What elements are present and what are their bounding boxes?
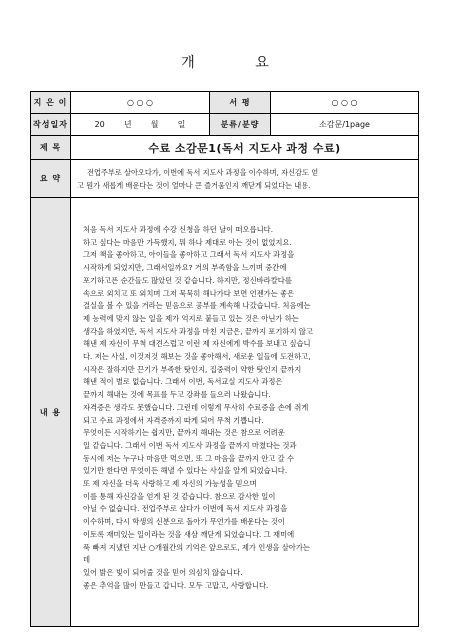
content-line: 해낸 제 자신이 무척 대견스럽고 이런 제 자신에게 박수를 보내고 싶습니 — [83, 339, 311, 349]
reviewer-value: ○ ○ ○ — [331, 98, 358, 107]
content-line: 생각을 하였지만, 독서 지도사 과정을 마친 지금은, 끝까지 포기하지 않고 — [83, 326, 313, 336]
content-line: 좋은 추억을 많이 만들고 갑니다. 모두 고맙고, 사랑합니다. — [83, 580, 269, 590]
content-line: 있어 밝은 빛이 되어줄 것을 믿어 의심치 않습니다. — [83, 567, 243, 577]
summary-label: 요 약 — [31, 160, 71, 197]
author-label: 지 은 이 — [31, 92, 71, 113]
date-value — [71, 114, 210, 135]
content-line: 동시에 저는 누구나 마음만 먹으면, 또 그 마음을 끝까지 안고 갈 수 — [83, 453, 295, 463]
content-row — [31, 198, 418, 626]
subject-row — [31, 136, 418, 160]
content-body — [71, 198, 418, 626]
content-line: 또 제 자신을 더욱 사랑하고 제 자신의 가능성을 믿으며 — [83, 479, 257, 489]
content-line: 하고 싶다는 마음만 가득했지, 뭐 하나 제대로 아는 것이 없었지요. — [83, 237, 292, 247]
reviewer-label: 서 평 — [210, 92, 271, 113]
content-line: 데 — [83, 555, 91, 565]
summary-row — [31, 160, 418, 198]
category-label: 분류/분량 — [210, 114, 271, 135]
subject-value: 수료 소감문1(독서 지도사 과정 수료) — [148, 141, 341, 155]
date-year-unit: 년 — [123, 120, 132, 129]
date-year: 20 — [94, 120, 105, 129]
document-title: 개 요 — [181, 55, 297, 71]
content-line: 푹 빠져 지냈던 지난 ○개월간의 기억은 앞으로도, 제가 인생을 살아가는 — [83, 542, 310, 552]
content-line: 일 같습니다. 그래서 이번 독서 지도사 과정을 끝까지 마쳤다는 것과 — [83, 440, 297, 450]
content-line: 그저 책을 좋아하고, 아이들을 좋아하고 그래서 독서 지도사 과정을 — [83, 250, 295, 260]
date-month-unit: 월 — [150, 120, 159, 129]
content-line: 시작하게 되었지만, 그래서일까요? 거의 부족함을 느끼며 중간에 — [83, 263, 287, 273]
summary-line: 전업주부로 살아오다가, 이번에 독서 지도사 과정을 이수하며, 자신감도 얻 — [87, 167, 319, 177]
content-line: 제 능력에 맞지 않는 일을 제가 억지로 붙들고 있는 것은 아닌가 하는 — [83, 313, 299, 323]
author-value: ○ ○ ○ — [71, 92, 210, 113]
date-day-unit: 일 — [177, 120, 186, 129]
content-line: 시작은 잘하지만 끈기가 부족한 탓인지, 집중력이 약한 탓인지 끝까지 — [83, 364, 302, 374]
content-line: 무엇이든 시작하기는 쉽지만, 끝까지 해내는 것은 참으로 어려운 — [83, 428, 285, 438]
content-label: 내 용 — [31, 198, 71, 626]
category-value: 소감문/1page — [319, 120, 370, 129]
content-line: 다. 저는 사실, 이것저것 해보는 것을 좋아해서, 새로운 일들에 도전하고, — [83, 352, 311, 362]
content-line: 해낸 적이 별로 없습니다. 그래서 이번, 독서교실 지도사 과정은 — [83, 377, 283, 387]
content-line: 속으로 외치고 또 외치며 그저 묵묵히 해나가다 보면 언젠가는 좋은 — [83, 288, 295, 298]
content-line: 이수하며, 다시 학생의 신분으로 돌아가 무언가를 배운다는 것이 — [83, 517, 285, 527]
content-line: 자격증은 생각도 못했습니다. 그런데 이렇게 무사히 수료증을 손에 쥐게 — [83, 402, 309, 412]
subject-label: 제 목 — [31, 136, 71, 159]
content-line: 포기하고픈 순간들도 많았던 것 같습니다. 하지만, 정신바라칼다를 — [83, 275, 292, 285]
summary-line: 고 뭔가 새롭게 배운다는 것이 얼마나 큰 즐거움인지 깨닫게 되었다는 내용. — [77, 180, 311, 190]
content-line: 되고 수료 과정에서 자격증까지 따게 되어 무척 기쁩니다. — [83, 415, 264, 425]
content-line: 끝까지 해내는 것에 목표를 두고 강좌를 들으러 나왔습니다. — [83, 390, 271, 400]
content-line: 아닐 수 없습니다. 전업주부로 살다가 이번에 독서 지도사 과정을 — [83, 504, 288, 514]
content-line: 처음 독서 지도사 과정에 수강 신청을 하던 날이 떠오릅니다. — [83, 225, 274, 234]
content-line: 결실을 볼 수 있을 거라는 믿음으로 공부를 계속해 나갔습니다. 처음에는 — [83, 301, 311, 311]
content-line: 있기만 한다면 무엇이든 해낼 수 있다는 사실을 알게 되었습니다. — [83, 466, 288, 476]
overview-form — [30, 91, 419, 627]
date-label: 작성일자 — [31, 114, 71, 135]
content-line: 이토록 재미있는 일이라는 것을 새삼 깨닫게 되었습니다. 그 재미에 — [83, 529, 295, 539]
date-row — [31, 114, 418, 136]
content-line: 이를 통해 자신감을 얻게 된 것 같습니다. 참으로 감사한 일이 — [83, 491, 276, 501]
content-text — [83, 224, 313, 592]
author-row — [31, 92, 418, 114]
summary-text — [71, 160, 418, 197]
